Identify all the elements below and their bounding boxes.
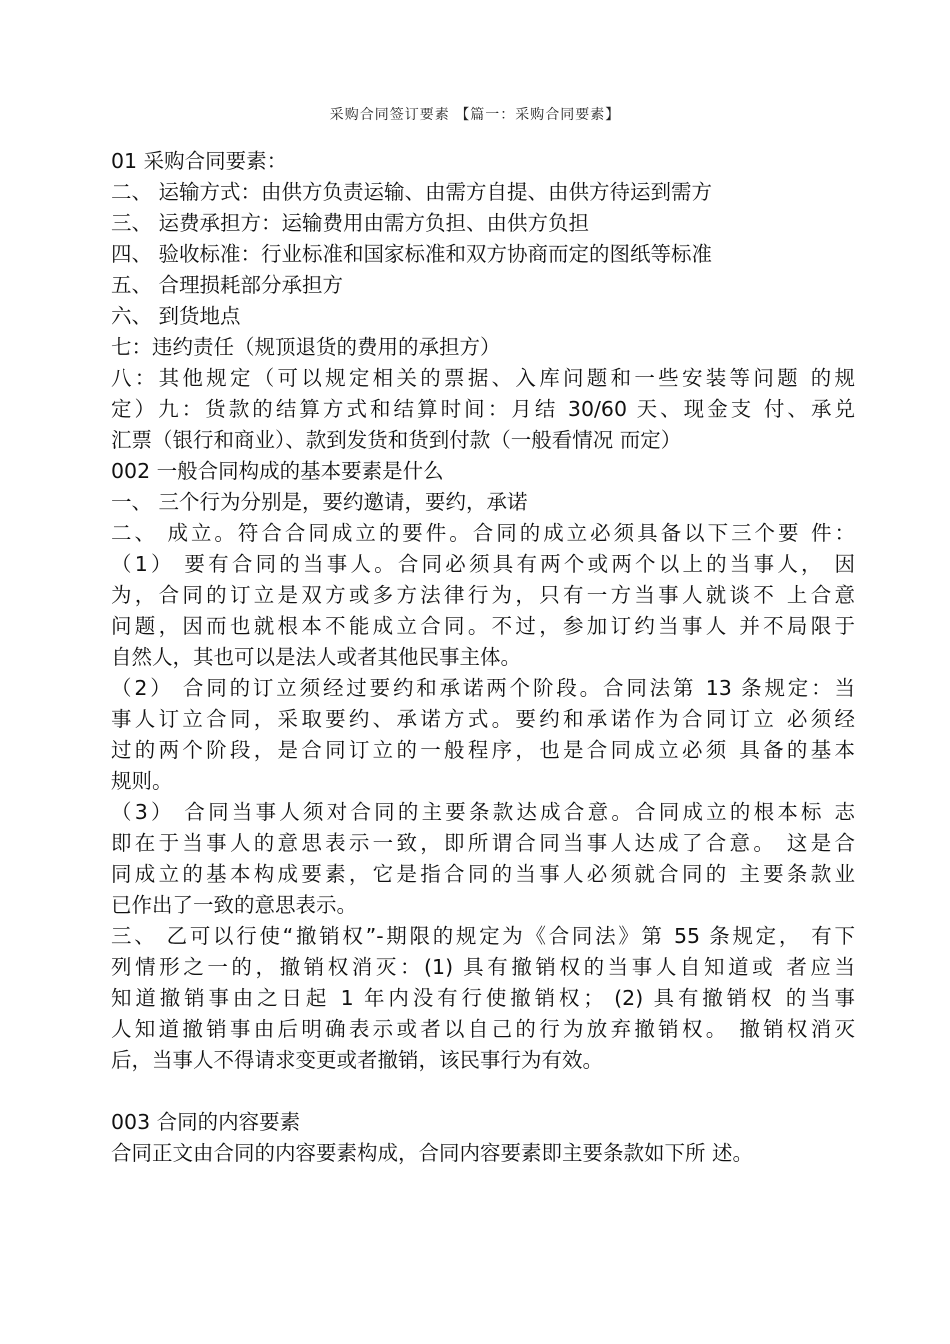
heading-01: 01 采购合同要素：	[111, 149, 288, 173]
text-line: 过的两个阶段，是合同订立的一般程序，也是合同成立必须 具备的基本	[111, 738, 855, 762]
text-line: 问题，因而也就根本不能成立合同。不过，参加订约当事人 并不局限于	[111, 614, 855, 638]
text-line: （2） 合同的订立须经过要约和承诺两个阶段。合同法第 13 条规定：当	[111, 676, 855, 700]
text-line: （1） 要有合同的当事人。合同必须具有两个或两个以上的当事人， 因	[111, 552, 855, 576]
document-body	[111, 146, 855, 1169]
text-line: 一、 三个行为分别是，要约邀请，要约，承诺	[111, 490, 528, 514]
text-line: 合同正文由合同的内容要素构成，合同内容要素即主要条款如下所 述。	[111, 1141, 754, 1165]
page-header: 采购合同签订要素 【篇一：采购合同要素】	[329, 107, 621, 123]
heading-002: 002 一般合同构成的基本要素是什么	[111, 459, 444, 483]
text-line: 为，合同的订立是双方或多方法律行为，只有一方当事人就谈不 上合意	[111, 583, 855, 607]
text-line: 六、 到货地点	[111, 304, 241, 328]
text-line: 七：违约责任（规顶退货的费用的承担方）	[111, 335, 501, 359]
text-line: 知道撤销事由之日起 1 年内没有行使撤销权； (2) 具有撤销权 的当事	[111, 986, 855, 1010]
text-line: 即在于当事人的意思表示一致，即所谓合同当事人达成了合意。 这是合	[111, 831, 855, 855]
text-line: 二、 运输方式：由供方负责运输、由需方自提、由供方待运到需方	[111, 180, 713, 204]
text-line: 后，当事人不得请求变更或者撤销，该民事行为有效。	[111, 1048, 603, 1072]
text-line: 二、 成立。符合合同成立的要件。合同的成立必须具备以下三个要 件：	[111, 521, 855, 545]
text-line: 汇票（银行和商业）、款到发货和货到付款（一般看情况 而定）	[111, 428, 682, 452]
text-line: 列情形之一的，撤销权消灭：(1) 具有撤销权的当事人自知道或 者应当	[111, 955, 855, 979]
heading-003: 003 合同的内容要素	[111, 1110, 301, 1134]
text-line: 三、 运费承担方：运输费用由需方负担、由供方负担	[111, 211, 590, 235]
text-line: 自然人，其也可以是法人或者其他民事主体。	[111, 645, 521, 669]
text-line: 八：其他规定（可以规定相关的票据、入库问题和一些安装等问题 的规	[111, 366, 855, 390]
text-line: （3） 合同当事人须对合同的主要条款达成合意。合同成立的根本标 志	[111, 800, 855, 824]
text-line: 事人订立合同，采取要约、承诺方式。要约和承诺作为合同订立 必须经	[111, 707, 855, 731]
text-line: 人知道撤销事由后明确表示或者以自己的行为放弃撤销权。 撤销权消灭	[111, 1017, 855, 1041]
text-line: 规则。	[111, 769, 173, 793]
text-line: 同成立的基本构成要素，它是指合同的当事人必须就合同的 主要条款业	[111, 862, 855, 886]
text-line: 三、 乙可以行使“撤销权”-期限的规定为《合同法》第 55 条规定， 有下	[111, 924, 855, 948]
blank-line	[111, 1076, 855, 1107]
text-line: 已作出了一致的意思表示。	[111, 893, 357, 917]
text-line: 五、 合理损耗部分承担方	[111, 273, 344, 297]
text-line: 四、 验收标准：行业标准和国家标准和双方协商而定的图纸等标准	[111, 242, 713, 266]
text-line: 定）九：货款的结算方式和结算时间：月结 30/60 天、现金支 付、承兑	[111, 397, 855, 421]
